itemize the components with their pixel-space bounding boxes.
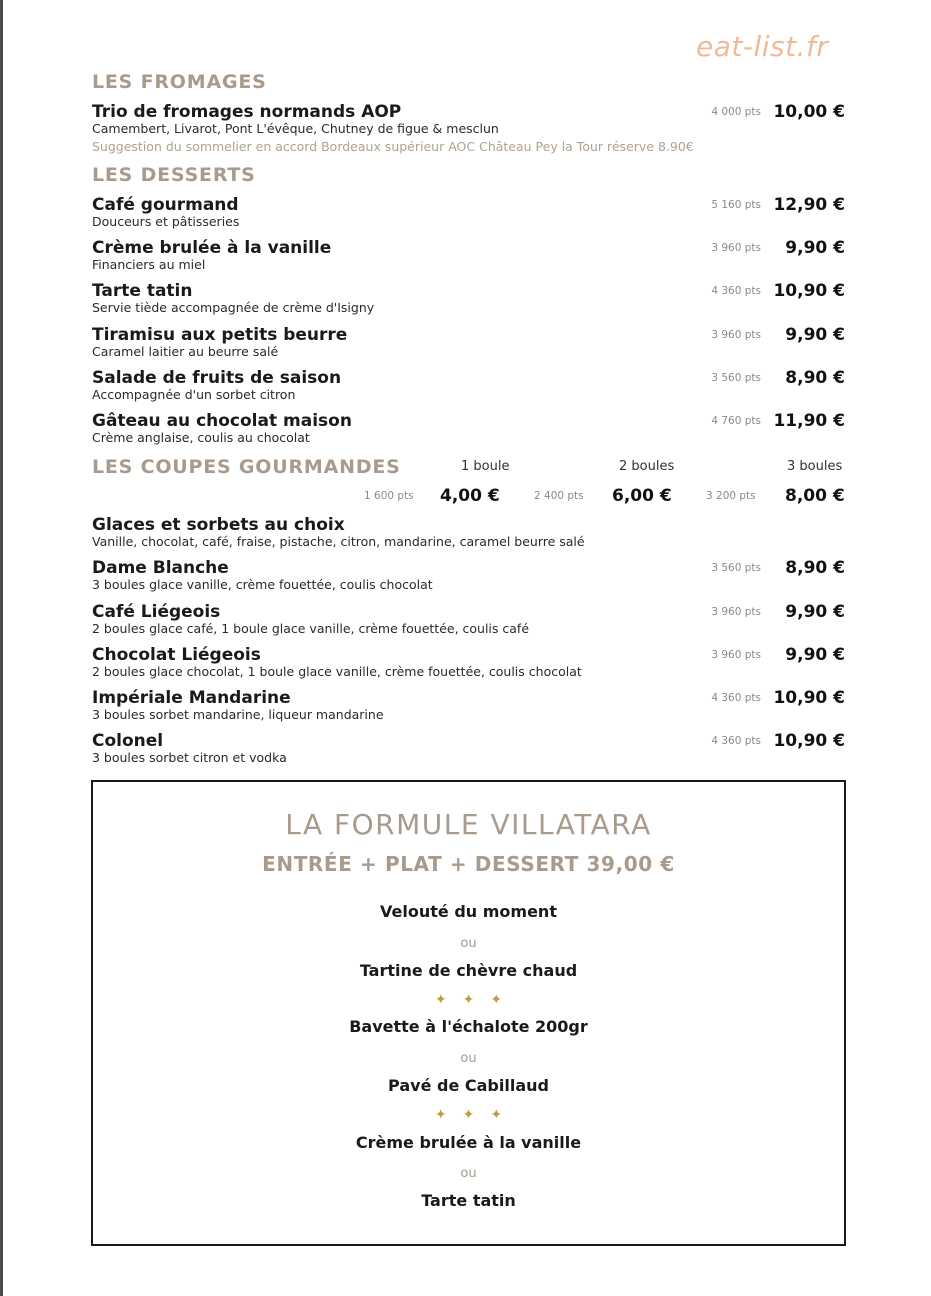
menu-item (92, 688, 845, 728)
coupe-points-2: 2 400 pts (534, 490, 584, 502)
item-points: 3 960 pts (711, 329, 761, 341)
item-price: 10,00 € (773, 102, 845, 122)
item-description: Douceurs et pâtisseries (92, 214, 240, 229)
column-header-1-boule: 1 boule (461, 459, 510, 474)
coupe-price-3: 8,00 € (785, 486, 845, 506)
item-price: 9,90 € (785, 325, 845, 345)
item-price: 9,90 € (785, 645, 845, 665)
item-description: 2 boules glace café, 1 boule glace vanille, crème fouettée, coulis café (92, 621, 530, 636)
item-description: Financiers au miel (92, 257, 206, 272)
item-name: Dame Blanche (92, 558, 229, 578)
item-points: 3 560 pts (711, 372, 761, 384)
coupe-price-1: 4,00 € (440, 486, 500, 506)
sommelier-suggestion: Suggestion du sommelier en accord Bordeaux supérieur AOC Château Pey la Tour réserve 8.90€ (92, 139, 694, 154)
formule-entree-2: Tartine de chèvre chaud (359, 961, 578, 980)
item-price: 8,90 € (785, 558, 845, 578)
item-points: 5 160 pts (711, 199, 761, 211)
menu-item (92, 281, 845, 321)
item-description: Caramel laitier au beurre salé (92, 344, 279, 359)
menu-item (92, 645, 845, 685)
formule-plat-1: Bavette à l'échalote 200gr (349, 1017, 588, 1036)
item-name: Crème brulée à la vanille (92, 238, 332, 258)
item-name: Impériale Mandarine (92, 688, 291, 708)
formule-dessert-1: Crème brulée à la vanille (355, 1133, 582, 1152)
coupe-points-1: 1 600 pts (364, 490, 414, 502)
item-points: 4 360 pts (711, 735, 761, 747)
menu-item (92, 102, 845, 142)
star-separator-icon: ✦✦✦ (434, 1107, 519, 1123)
coupe-price-2: 6,00 € (612, 486, 672, 506)
menu-item (92, 195, 845, 235)
menu-item (92, 325, 845, 365)
item-description: 3 boules glace vanille, crème fouettée, coulis chocolat (92, 577, 433, 592)
formule-dessert-2: Tarte tatin (421, 1191, 516, 1210)
formule-or: ou (460, 1051, 477, 1066)
menu-item (92, 238, 845, 278)
item-points: 4 000 pts (711, 106, 761, 118)
item-name: Gâteau au chocolat maison (92, 411, 352, 431)
item-price: 11,90 € (773, 411, 845, 431)
item-name: Trio de fromages normands AOP (92, 102, 402, 122)
item-price: 9,90 € (785, 238, 845, 258)
menu-item (92, 515, 845, 555)
formule-subtitle: ENTRÉE + PLAT + DESSERT 39,00 € (262, 852, 675, 876)
item-points: 4 360 pts (711, 285, 761, 297)
item-description: Crème anglaise, coulis au chocolat (92, 430, 310, 445)
item-points: 3 560 pts (711, 562, 761, 574)
item-price: 9,90 € (785, 602, 845, 622)
formule-plat-2: Pavé de Cabillaud (388, 1076, 549, 1095)
item-name: Glaces et sorbets au choix (92, 515, 345, 535)
item-description: 3 boules sorbet mandarine, liqueur mandarine (92, 707, 384, 722)
item-name: Tarte tatin (92, 281, 193, 301)
formule-box (91, 780, 846, 1246)
item-points: 3 960 pts (711, 649, 761, 661)
item-description: Vanille, chocolat, café, fraise, pistache, citron, mandarine, caramel beurre salé (92, 534, 585, 549)
page-edge-bar (0, 0, 3, 1296)
column-header-3-boules: 3 boules (787, 459, 843, 474)
item-price: 8,90 € (785, 368, 845, 388)
item-description: Accompagnée d'un sorbet citron (92, 387, 296, 402)
section-title-fromages: LES FROMAGES (92, 71, 267, 93)
menu-item (92, 731, 845, 771)
item-price: 10,90 € (773, 688, 845, 708)
item-name: Colonel (92, 731, 164, 751)
column-header-2-boules: 2 boules (619, 459, 675, 474)
watermark: eat-list.fr (696, 30, 829, 63)
section-title-coupes: LES COUPES GOURMANDES (92, 456, 401, 478)
item-description: Servie tiède accompagnée de crème d'Isigny (92, 300, 375, 315)
section-title-desserts: LES DESSERTS (92, 164, 256, 186)
item-points: 3 960 pts (711, 606, 761, 618)
item-points: 3 960 pts (711, 242, 761, 254)
item-name: Chocolat Liégeois (92, 645, 261, 665)
item-description: Camembert, Livarot, Pont L'évêque, Chutney de figue & mesclun (92, 121, 499, 136)
item-description: 2 boules glace chocolat, 1 boule glace vanille, crème fouettée, coulis chocolat (92, 664, 582, 679)
item-name: Café Liégeois (92, 602, 221, 622)
item-price: 12,90 € (773, 195, 845, 215)
item-name: Café gourmand (92, 195, 239, 215)
menu-item (92, 602, 845, 642)
menu-item (92, 558, 845, 598)
star-separator-icon: ✦✦✦ (434, 992, 519, 1008)
item-points: 4 760 pts (711, 415, 761, 427)
formule-or: ou (460, 1166, 477, 1181)
item-price: 10,90 € (773, 731, 845, 751)
item-price: 10,90 € (773, 281, 845, 301)
formule-or: ou (460, 936, 477, 951)
item-description: 3 boules sorbet citron et vodka (92, 750, 287, 765)
menu-item (92, 368, 845, 408)
item-name: Tiramisu aux petits beurre (92, 325, 348, 345)
item-name: Salade de fruits de saison (92, 368, 342, 388)
coupe-points-3: 3 200 pts (706, 490, 756, 502)
formule-title: LA FORMULE VILLATARA (285, 808, 652, 841)
item-points: 4 360 pts (711, 692, 761, 704)
formule-entree-1: Velouté du moment (380, 902, 557, 921)
menu-item (92, 411, 845, 451)
